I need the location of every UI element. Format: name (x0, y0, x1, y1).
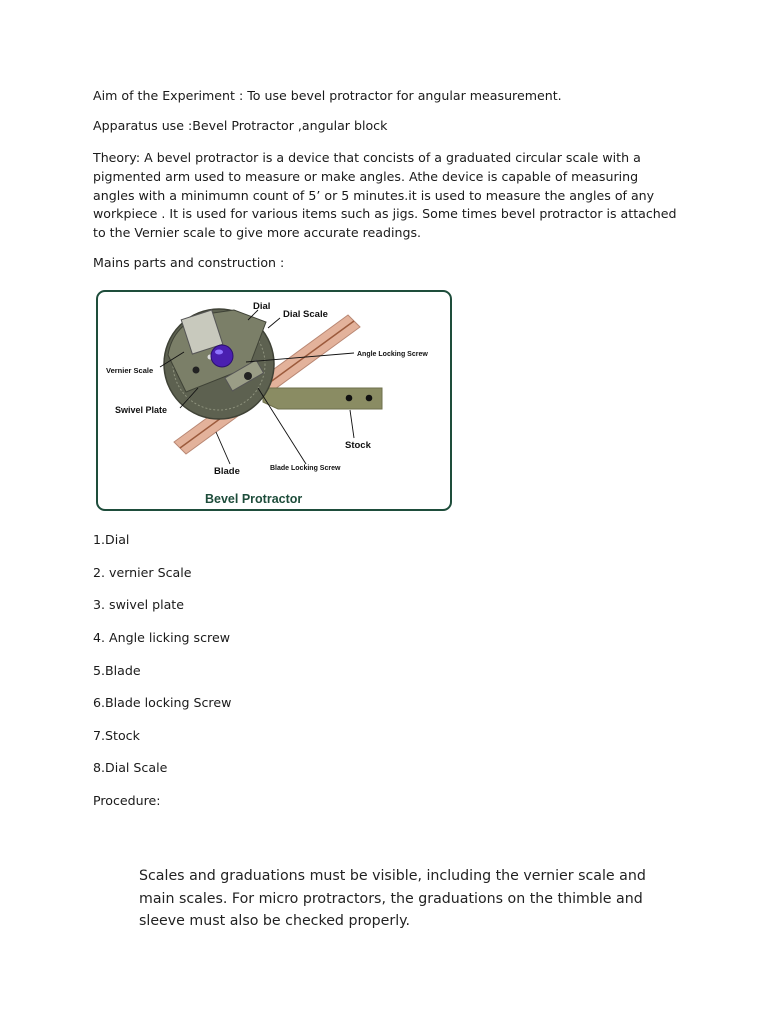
label-swivel-plate: Swivel Plate (115, 405, 168, 415)
parts-list-item: 1.Dial (93, 532, 130, 547)
parts-list-item: 8.Dial Scale (93, 760, 168, 775)
parts-list-item: 3. swivel plate (93, 597, 184, 612)
parts-list-item: 5.Blade (93, 663, 141, 678)
label-blade: Blade (214, 466, 240, 477)
theory-paragraph: Theory: A bevel protractor is a device that concists of a graduated circular scale with a pigmented arm used to measure or make angles. Athe device is capable of measuring angles with a minimumn count of 5’ or 5 minutes.it is used to measure the angles of any workpiece . It is used for various items such as jigs. Some times bevel protractor is attached to the Vernier scale to give more accurate readings. (93, 150, 677, 241)
parts-list-item: 7.Stock (93, 728, 140, 743)
parts-list-item: 4. Angle licking screw (93, 630, 230, 645)
label-blade-locking-screw: Blade Locking Screw (270, 465, 341, 472)
label-dial-scale: Dial Scale (283, 309, 328, 320)
label-stock: Stock (345, 440, 371, 451)
parts-heading: Mains parts and construction : (93, 255, 285, 270)
parts-list-item: 6.Blade locking Screw (93, 695, 232, 710)
procedure-heading: Procedure: (93, 793, 161, 808)
label-dial: Dial (253, 301, 271, 312)
bevel-protractor-figure (96, 290, 452, 511)
parts-list-item: 2. vernier Scale (93, 565, 192, 580)
label-vernier-scale: Vernier Scale (106, 366, 154, 375)
apparatus-line: Apparatus use :Bevel Protractor ,angular block (93, 118, 388, 133)
angle-locking-screw-shape (211, 345, 233, 367)
procedure-note: Scales and graduations must be visible, including the vernier scale and main scales. For micro protractors, the graduations on the thimble and sleeve must also be checked properly. (139, 868, 646, 930)
label-angle-locking-screw: Angle Locking Screw (357, 351, 428, 358)
aim-line: Aim of the Experiment : To use bevel protractor for angular measurement. (93, 88, 562, 103)
figure-title: Bevel Protractor (205, 492, 303, 506)
stock-shape (263, 388, 382, 409)
